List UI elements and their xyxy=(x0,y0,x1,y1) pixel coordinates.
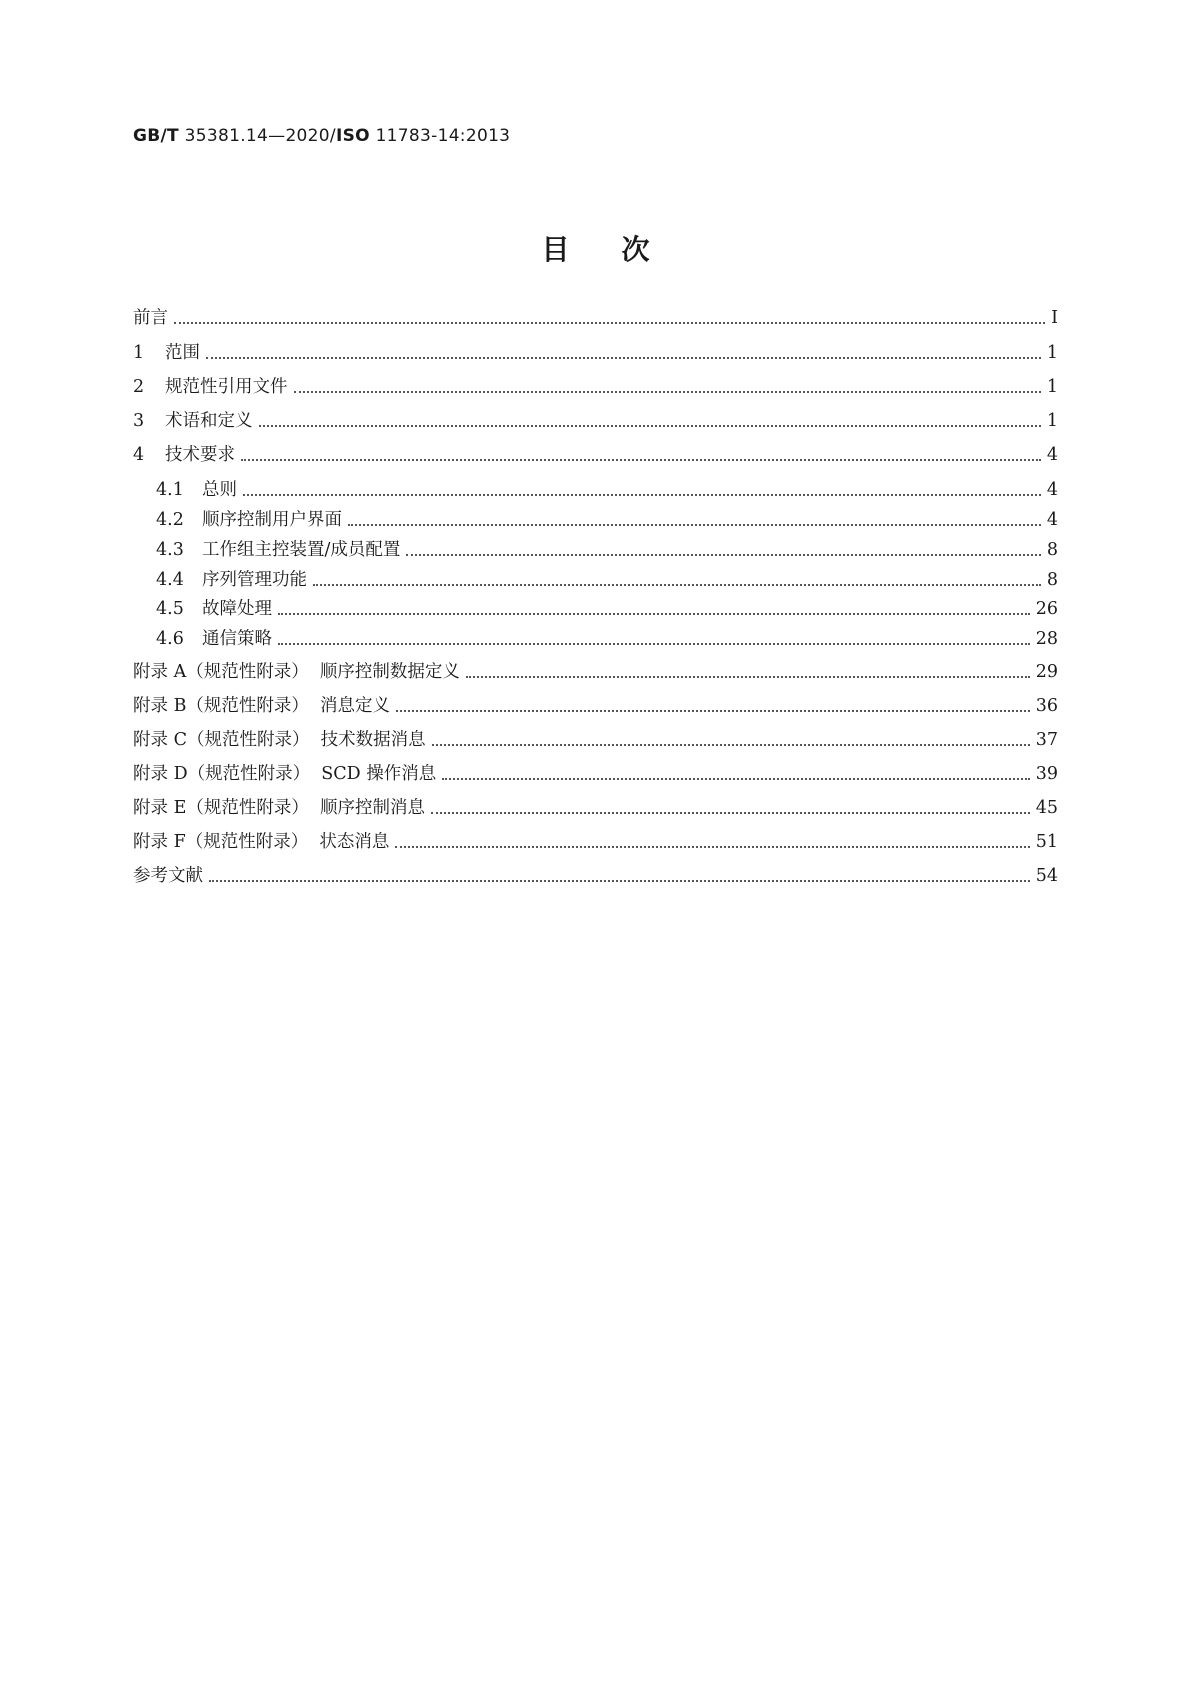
toc-leader-dots xyxy=(406,554,1040,556)
toc-entry-title: 顺序控制用户界面 xyxy=(202,510,342,530)
toc-entry-title: 附录 F（规范性附录） 状态消息 xyxy=(133,832,390,852)
toc-entry-4-1[interactable] xyxy=(0,478,1191,502)
toc-entry-4-5[interactable] xyxy=(0,597,1191,621)
toc-entry-page: 28 xyxy=(1035,629,1058,649)
toc-entry-page: 8 xyxy=(1046,540,1058,560)
toc-entry-page: Ⅰ xyxy=(1051,308,1058,328)
toc-entry-number: 3 xyxy=(133,411,145,431)
toc-entry-number: 1 xyxy=(133,343,145,363)
toc-entry-number: 4.3 xyxy=(156,540,184,560)
standard-prefix: GB/T xyxy=(133,126,179,146)
toc-leader-dots xyxy=(206,357,1041,359)
toc-entry-4-6[interactable] xyxy=(0,627,1191,651)
toc-leader-dots xyxy=(466,676,1030,678)
toc-entry-title: 规范性引用文件 xyxy=(165,377,288,397)
toc-entry-annex-d[interactable] xyxy=(0,762,1191,786)
toc-entry-title: 附录 D（规范性附录） SCD 操作消息 xyxy=(133,764,437,784)
toc-entry-title: 附录 A（规范性附录） 顺序控制数据定义 xyxy=(133,662,460,682)
toc-entry-4-4[interactable] xyxy=(0,568,1191,592)
toc-entry-number: 4.6 xyxy=(156,629,184,649)
toc-entry-4-3[interactable] xyxy=(0,538,1191,562)
toc-entry-title: 故障处理 xyxy=(202,599,272,619)
toc-entry-page: 1 xyxy=(1046,411,1058,431)
toc-heading: 目次 xyxy=(541,233,702,266)
toc-entry-page: 51 xyxy=(1035,832,1058,852)
toc-entry-annex-f[interactable] xyxy=(0,830,1191,854)
toc-entry-page: 29 xyxy=(1035,662,1058,682)
toc-leader-dots xyxy=(259,425,1041,427)
toc-entry-title: 范围 xyxy=(165,343,200,363)
toc-entry-page: 4 xyxy=(1046,445,1058,465)
toc-leader-dots xyxy=(278,613,1030,615)
toc-entry-page: 39 xyxy=(1035,764,1058,784)
toc-entry-4-2[interactable] xyxy=(0,508,1191,532)
toc-entry-1[interactable] xyxy=(0,341,1191,365)
toc-entry-title: 附录 C（规范性附录） 技术数据消息 xyxy=(133,730,426,750)
toc-leader-dots xyxy=(442,778,1030,780)
standard-number: 35381.14—2020/ xyxy=(178,126,336,146)
toc-leader-dots xyxy=(431,812,1030,814)
toc-leader-dots xyxy=(348,524,1041,526)
toc-entry-page: 36 xyxy=(1035,696,1058,716)
toc-entry-page: 1 xyxy=(1046,377,1058,397)
toc-entry-page: 37 xyxy=(1035,730,1058,750)
toc-leader-dots xyxy=(396,710,1030,712)
toc-entry-2[interactable] xyxy=(0,375,1191,399)
toc-leader-dots xyxy=(174,322,1045,324)
toc-entry-title: 总则 xyxy=(202,480,237,500)
toc-leader-dots xyxy=(243,494,1041,496)
toc-entry-number: 4.5 xyxy=(156,599,184,619)
toc-entry-bibliography[interactable] xyxy=(0,864,1191,888)
toc-entry-page: 26 xyxy=(1035,599,1058,619)
toc-leader-dots xyxy=(432,744,1030,746)
toc-entry-page: 1 xyxy=(1046,343,1058,363)
toc-entry-annex-b[interactable] xyxy=(0,694,1191,718)
toc-entry-page: 4 xyxy=(1046,480,1058,500)
toc-entry-4[interactable] xyxy=(0,443,1191,467)
toc-entry-page: 8 xyxy=(1046,570,1058,590)
toc-entry-title: 术语和定义 xyxy=(165,411,253,431)
toc-leader-dots xyxy=(294,391,1041,393)
toc-entry-annex-e[interactable] xyxy=(0,796,1191,820)
iso-prefix: ISO xyxy=(335,126,370,146)
toc-leader-dots xyxy=(278,643,1030,645)
toc-entry-foreword[interactable] xyxy=(0,306,1191,330)
toc-entry-title: 参考文献 xyxy=(133,866,203,886)
iso-number: 11783-14:2013 xyxy=(369,126,511,146)
toc-entry-title: 工作组主控装置/成员配置 xyxy=(202,540,401,560)
toc-entry-annex-c[interactable] xyxy=(0,728,1191,752)
toc-entry-title: 附录 E（规范性附录） 顺序控制消息 xyxy=(133,798,425,818)
toc-entry-title: 通信策略 xyxy=(202,629,272,649)
toc-entry-annex-a[interactable] xyxy=(0,660,1191,684)
toc-entry-page: 54 xyxy=(1035,866,1058,886)
toc-leader-dots xyxy=(209,880,1030,882)
toc-entry-3[interactable] xyxy=(0,409,1191,433)
toc-entry-number: 2 xyxy=(133,377,145,397)
toc-entry-number: 4 xyxy=(133,445,145,465)
toc-entry-number: 4.1 xyxy=(156,480,184,500)
toc-leader-dots xyxy=(241,459,1041,461)
toc-entry-title: 技术要求 xyxy=(165,445,235,465)
toc-entry-page: 4 xyxy=(1046,510,1058,530)
toc-entry-page: 45 xyxy=(1035,798,1058,818)
toc-entry-title: 序列管理功能 xyxy=(202,570,307,590)
toc-entry-number: 4.2 xyxy=(156,510,184,530)
toc-entry-title: 前言 xyxy=(133,308,168,328)
toc-entry-title: 附录 B（规范性附录） 消息定义 xyxy=(133,696,391,716)
toc-entry-number: 4.4 xyxy=(156,570,184,590)
toc-leader-dots xyxy=(313,584,1041,586)
toc-leader-dots xyxy=(395,846,1029,848)
